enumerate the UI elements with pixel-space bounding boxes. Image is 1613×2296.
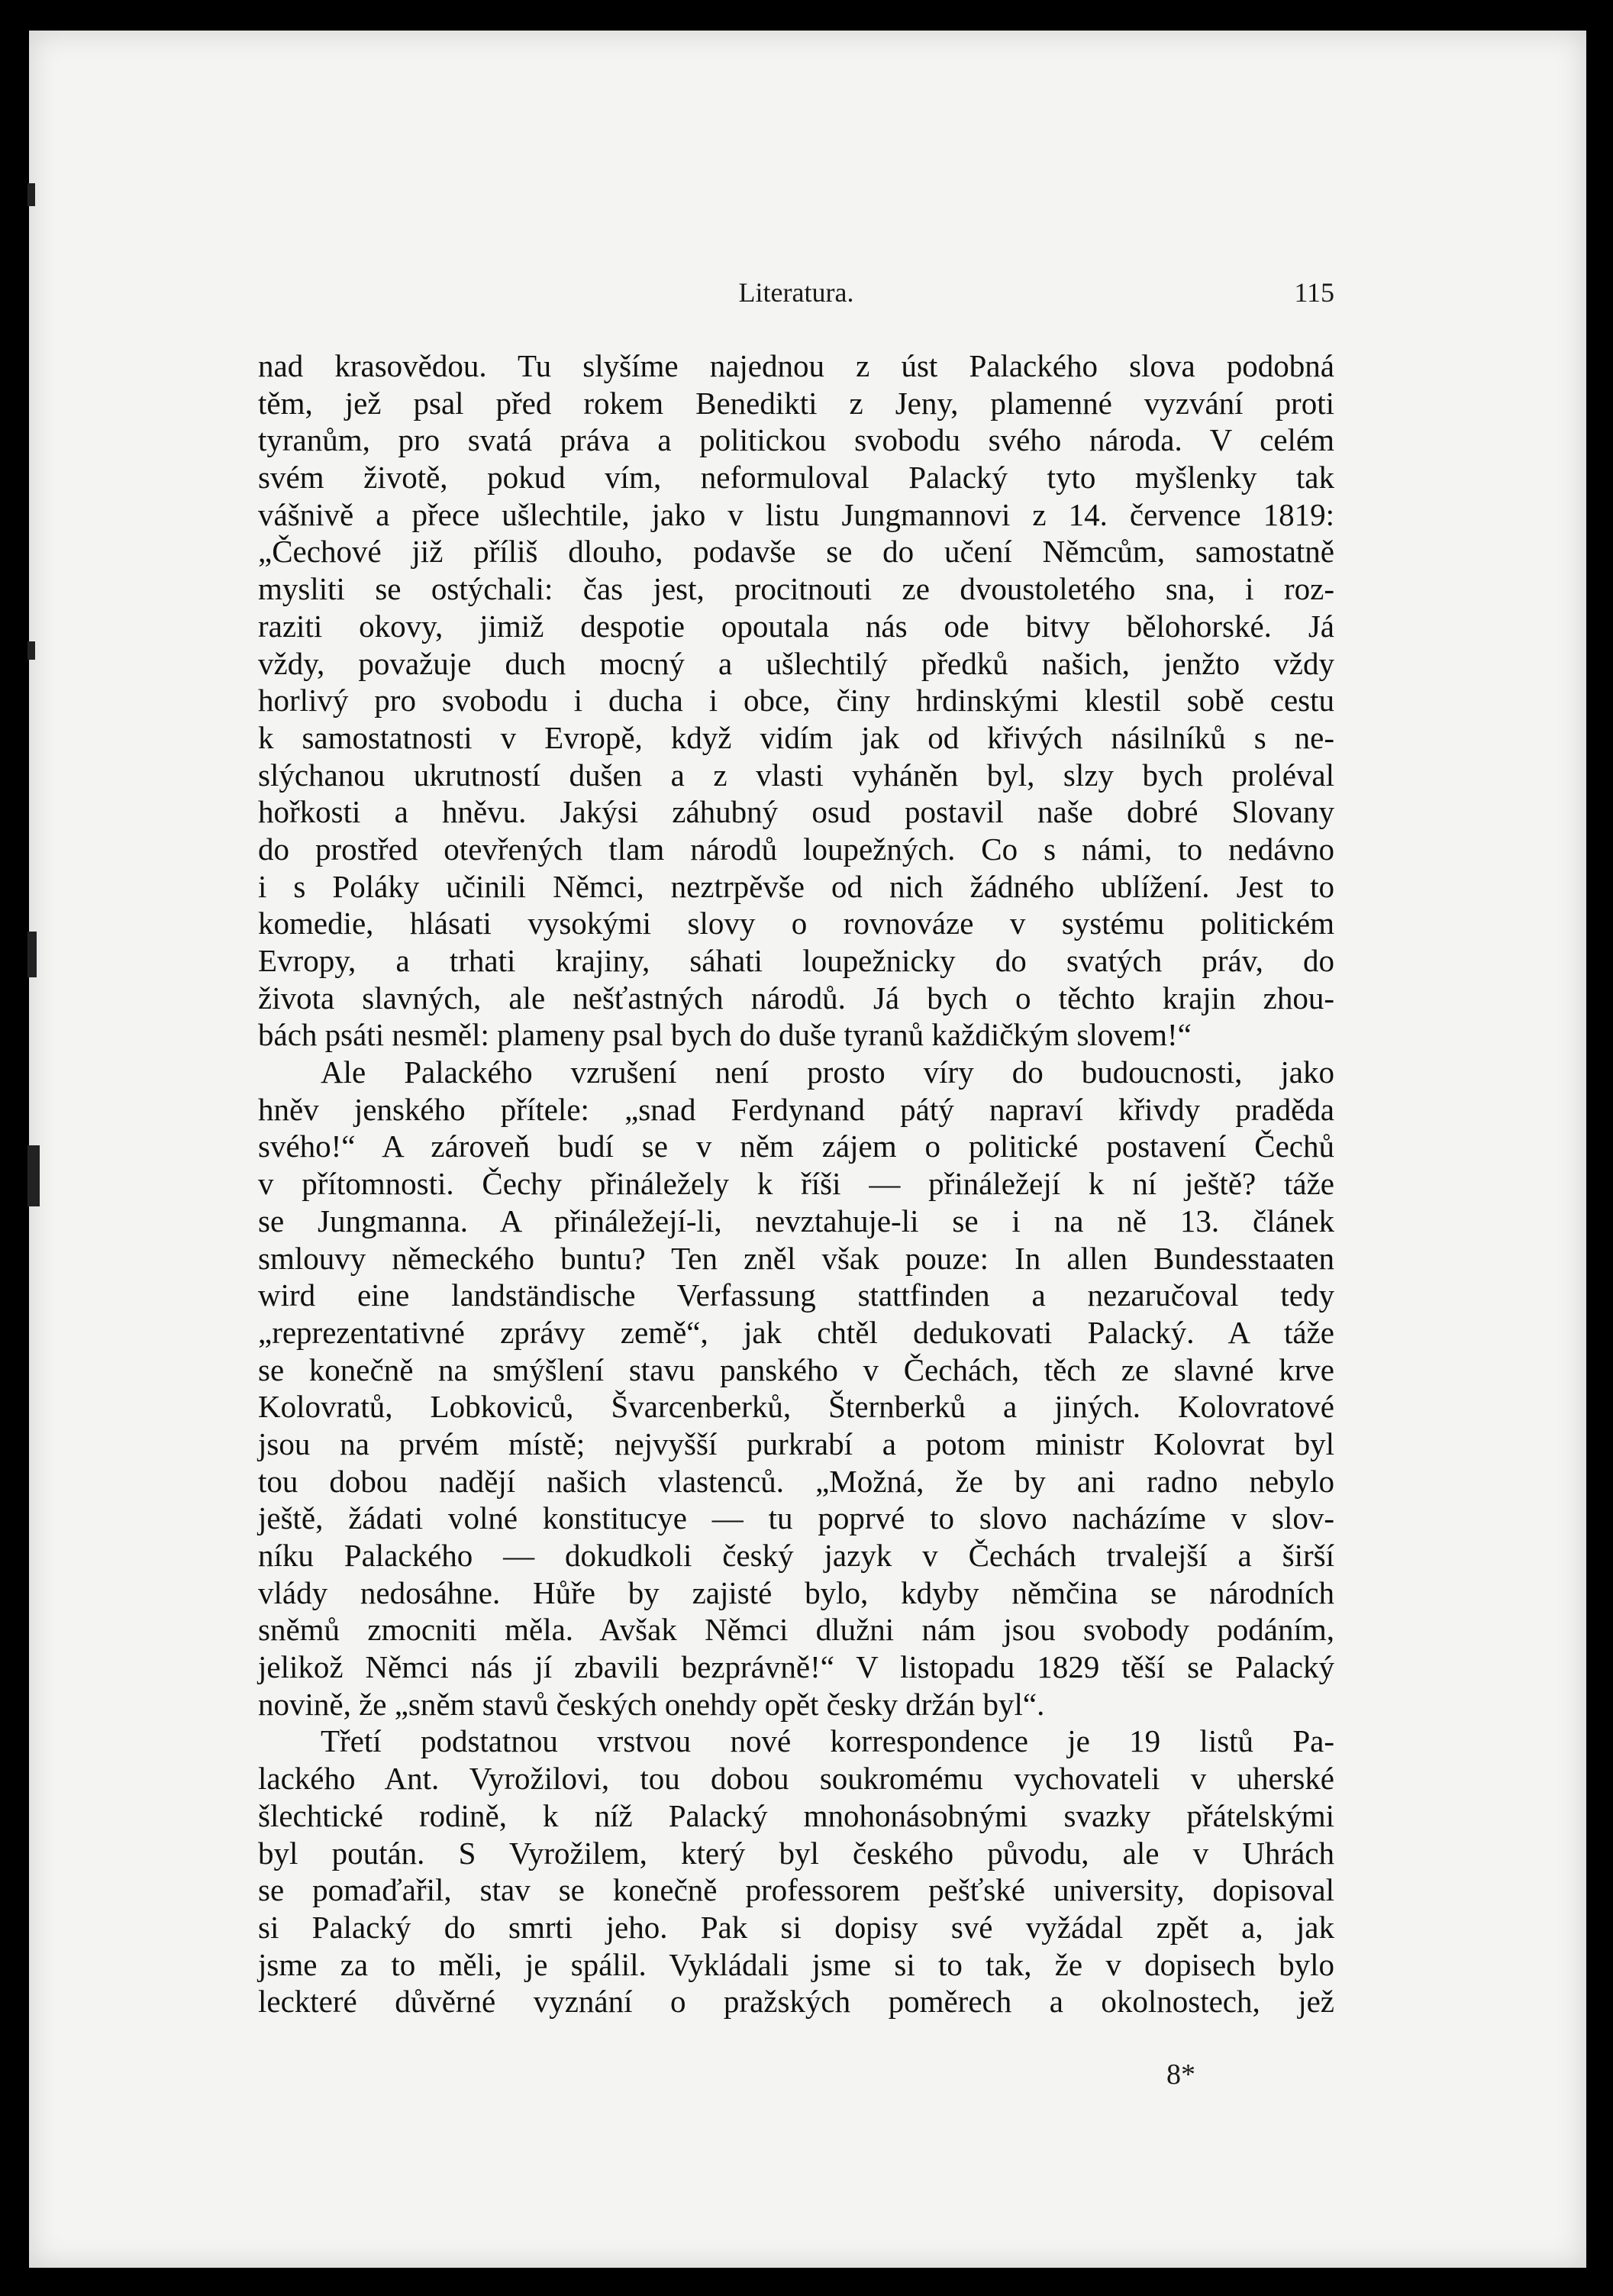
text-line: i s Poláky učinili Němci, neztrpěvše od nich žádného ublížení. Jest to <box>258 868 1334 904</box>
text-line: se pomaďařil, stav se konečně professorem pešťské university, dopisoval <box>258 1872 1334 1908</box>
text-line: níku Palackého — dokudkoli český jazyk v Čechách trvalejší a širší <box>258 1538 1334 1573</box>
text-line: vášnivě a přece ušlechtile, jako v listu Jungmannovi z 14. července 1819: <box>258 496 1334 532</box>
text-line: „Čechové již příliš dlouho, podavše se do učení Němcům, samostatně <box>258 534 1334 570</box>
text-line: mysliti se ostýchali: čas jest, procitnouti ze dvoustoletého sna, i roz- <box>258 571 1334 607</box>
text-line: hněv jenského přítele: „snad Ferdynand pátý napraví křivdy praděda <box>258 1091 1334 1127</box>
text-line: do prostřed otevřených tlam národů loupežných. Co s námi, to nedávno <box>258 831 1334 867</box>
text-line: těm, jež psal před rokem Benedikti z Jeny, plamenné vyzvání proti <box>258 385 1334 421</box>
text-line: jelikož Němci nás jí zbavili bezprávně!“ V listopadu 1829 těší se Palacký <box>258 1649 1334 1685</box>
scan-edge-mark <box>27 183 35 206</box>
text-line: se Jungmanna. A přináležejí-li, nevztahuje-li se i na ně 13. článek <box>258 1203 1334 1238</box>
text-line: svého!“ A zároveň budí se v něm zájem o politické postavení Čechů <box>258 1129 1334 1164</box>
text-line: sněmů zmocniti měla. Avšak Němci dlužni nám jsou svobody podáním, <box>258 1612 1334 1648</box>
text-line: vždy, považuje duch mocný a ušlechtilý předků našich, jenžto vždy <box>258 645 1334 681</box>
text-line: šlechtické rodině, k níž Palacký mnohonásobnými svazky přátelskými <box>258 1797 1334 1833</box>
text-line: se konečně na smýšlení stavu panského v Čechách, těch ze slavné krve <box>258 1351 1334 1387</box>
text-line: novině, že „sněm stavů českých onehdy opět česky držán byl“. <box>258 1686 1045 1722</box>
text-line: Evropy, a trhati krajiny, sáhati loupežnicky do svatých práv, do <box>258 943 1334 978</box>
text-line: hořkosti a hněvu. Jakýsi záhubný osud postavil naše dobré Slovany <box>258 794 1334 830</box>
text-line: jsou na prvém místě; nejvyšší purkrabí a potom ministr Kolovrat byl <box>258 1426 1334 1461</box>
text-line: byl poután. S Vyrožilem, který byl českého původu, ale v Uhrách <box>258 1835 1334 1871</box>
text-line: jsme za to měli, je spálil. Vykládali jsme si to tak, že v dopisech bylo <box>258 1946 1334 1982</box>
text-line: Třetí podstatnou vrstvou nové korrespondence je 19 listů Pa- <box>321 1723 1334 1759</box>
text-line: Kolovratů, Lobkoviců, Švarcenberků, Šternberků a jiných. Kolovratové <box>258 1389 1334 1425</box>
text-line: horlivý pro svobodu i ducha i obce, činy hrdinskými klestil sobě cestu <box>258 683 1334 719</box>
text-line: ještě, žádati volné konstitucye — tu poprvé to slovo nacházíme v slov- <box>258 1500 1334 1536</box>
text-line: raziti okovy, jimiž despotie opoutala nás ode bitvy bělohorské. Já <box>258 608 1334 644</box>
page-header <box>258 276 1334 315</box>
signature-mark: 8* <box>1166 2059 1195 2091</box>
text-line: vlády nedosáhne. Hůře by zajisté bylo, kdyby němčina se národních <box>258 1574 1334 1610</box>
book-page <box>29 31 1586 2268</box>
text-line: smlouvy německého buntu? Ten zněl však pouze: In allen Bundesstaaten <box>258 1240 1334 1276</box>
page-number: 115 <box>1294 277 1334 308</box>
text-line: komedie, hlásati vysokými slovy o rovnováze v systému politickém <box>258 906 1334 941</box>
scan-edge-mark <box>27 641 35 660</box>
text-line: lackého Ant. Vyrožilovi, tou dobou soukromému vychovateli v uherské <box>258 1761 1334 1797</box>
text-line: bách psáti nesměl: plameny psal bych do duše tyranů každičkým slovem!“ <box>258 1017 1192 1053</box>
text-line: života slavných, ale nešťastných národů. Já bych o těchto krajin zhou- <box>258 980 1334 1016</box>
body-text <box>258 347 1334 2020</box>
text-line: k samostatnosti v Evropě, když vidím jak od křivých násilníků s ne- <box>258 719 1334 755</box>
text-line: si Palacký do smrti jeho. Pak si dopisy své vyžádal zpět a, jak <box>258 1909 1334 1945</box>
text-line: „reprezentativné zprávy země“, jak chtěl dedukovati Palacký. A táže <box>258 1314 1334 1350</box>
text-line: Ale Palackého vzrušení není prosto víry do budoucnosti, jako <box>321 1054 1334 1090</box>
text-line: v přítomnosti. Čechy přináležely k říši — přináležejí k ní ještě? táže <box>258 1166 1334 1202</box>
scan-edge-mark <box>27 932 37 977</box>
text-line: slýchanou ukrutností dušen a z vlasti vyháněn byl, slzy bych proléval <box>258 757 1334 793</box>
text-line: nad krasovědou. Tu slyšíme najednou z úst Palackého slova podobná <box>258 348 1334 383</box>
scan-edge-mark <box>27 1145 40 1206</box>
text-line: tyranům, pro svatá práva a politickou svobodu svého národa. V celém <box>258 422 1334 458</box>
running-title: Literatura. <box>738 277 854 308</box>
text-line: svém životě, pokud vím, neformuloval Palacký tyto myšlenky tak <box>258 460 1334 496</box>
text-line: wird eine landständische Verfassung stattfinden a nezaručoval tedy <box>258 1277 1334 1313</box>
text-line: leckteré důvěrné vyznání o pražských poměrech a okolnostech, jež <box>258 1984 1334 2020</box>
text-line: tou dobou nadějí našich vlastenců. „Možná, že by ani radno nebylo <box>258 1463 1334 1499</box>
